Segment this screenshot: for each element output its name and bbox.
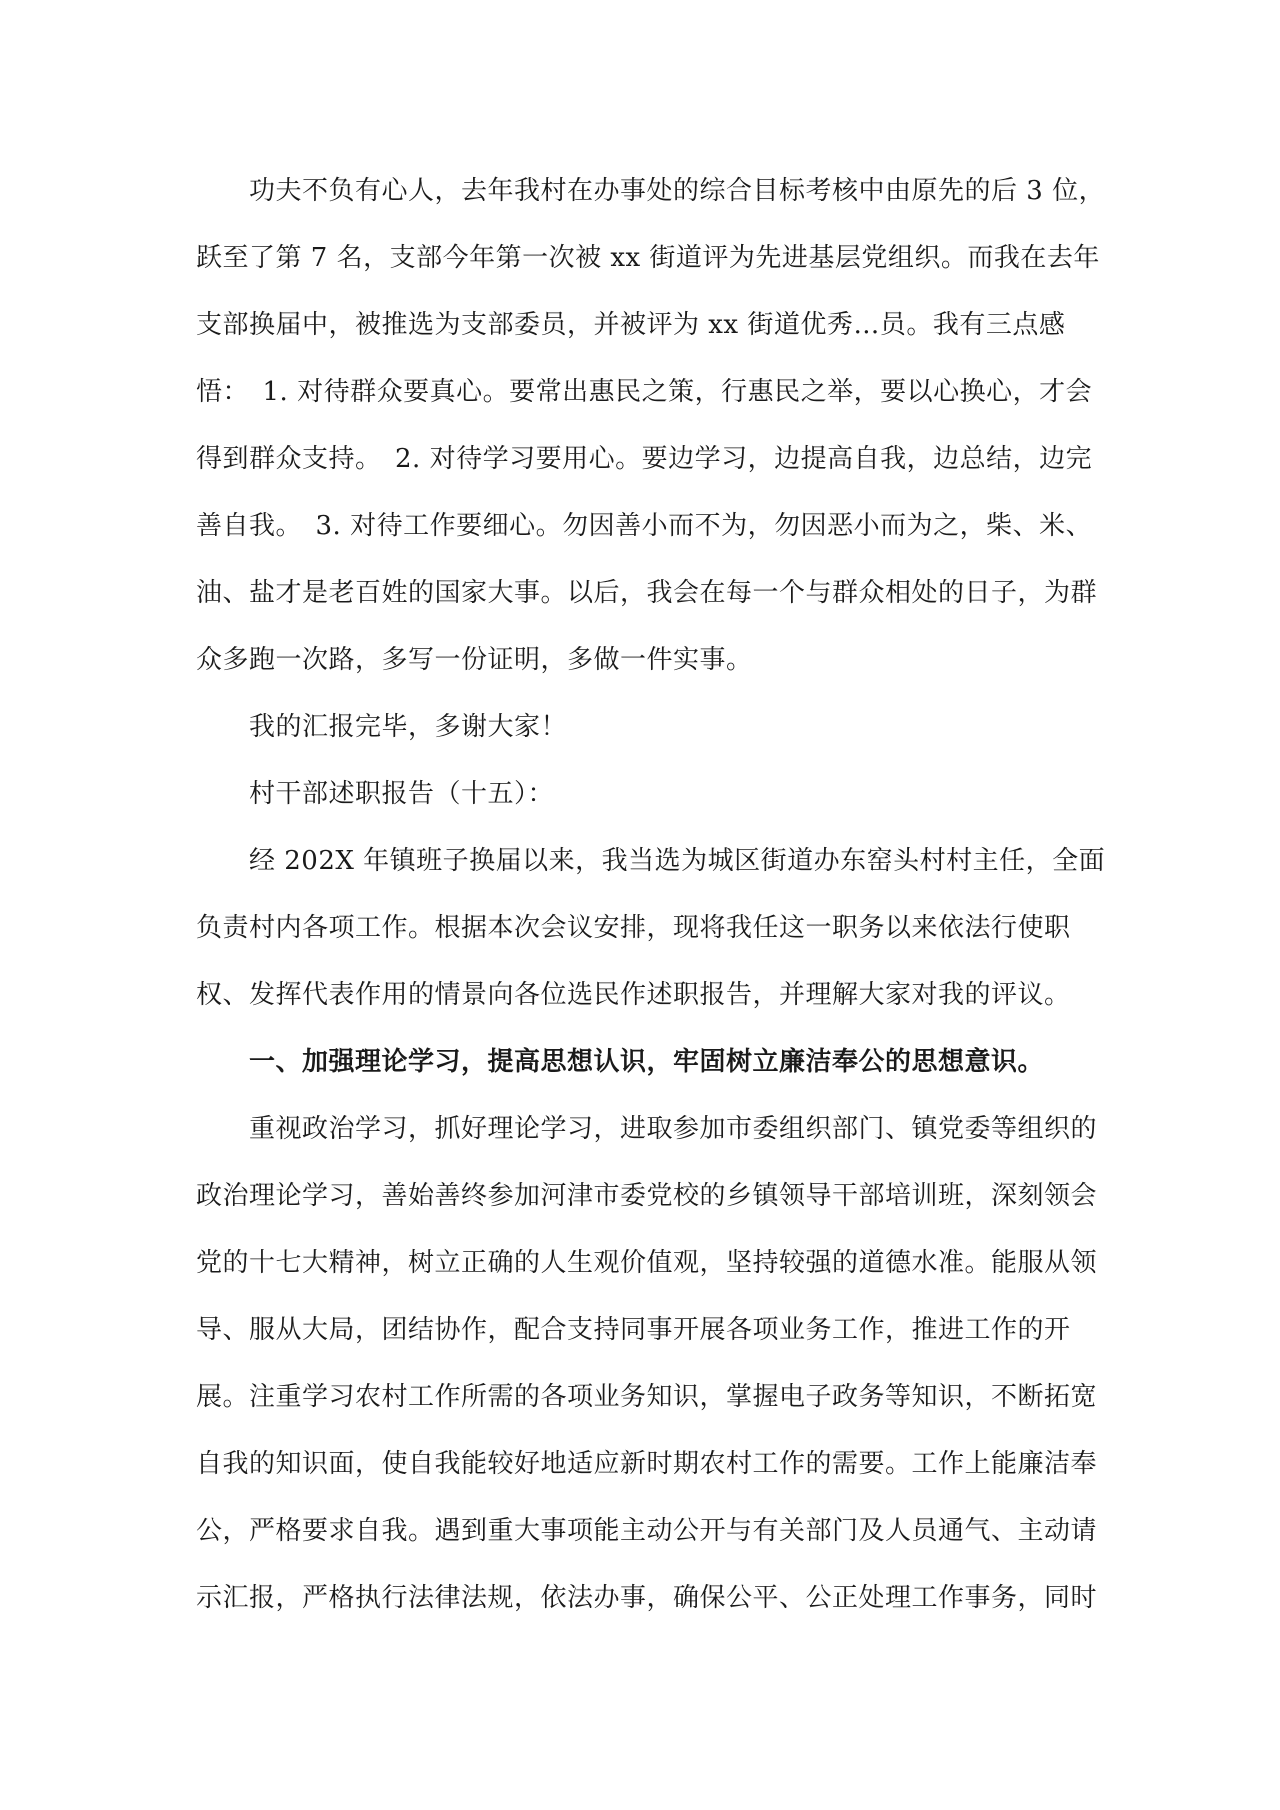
- text-line: 油、盐才是老百姓的国家大事。以后，我会在每一个与群众相处的日子，为群: [196, 578, 1098, 608]
- bold-heading: 一、加强理论学习，提高思想认识，牢固树立廉洁奉公的思想意识。: [196, 1047, 1045, 1077]
- text-line: 支部换届中，被推选为支部委员，并被评为 xx 街道优秀…员。我有三点感: [196, 310, 1066, 340]
- text-line: 示汇报，严格执行法律法规，依法办事，确保公平、公正处理工作事务，同时: [196, 1583, 1098, 1613]
- text-line: 自我的知识面，使自我能较好地适应新时期农村工作的需要。工作上能廉洁奉: [196, 1449, 1098, 1479]
- text-line: 善自我。 3. 对待工作要细心。勿因善小而不为，勿因恶小而为之，柴、米、: [196, 511, 1093, 541]
- text-line: 负责村内各项工作。根据本次会议安排，现将我任这一职务以来依法行使职: [196, 913, 1071, 943]
- text-line: 展。注重学习农村工作所需的各项业务知识，掌握电子政务等知识，不断拓宽: [196, 1382, 1098, 1412]
- text-line: 公，严格要求自我。遇到重大事项能主动公开与有关部门及人员通气、主动请: [196, 1516, 1098, 1546]
- text-line: 功夫不负有心人，去年我村在办事处的综合目标考核中由原先的后 3 位，: [196, 176, 1106, 206]
- text-line: 权、发挥代表作用的情景向各位选民作述职报告，并理解大家对我的评议。: [196, 980, 1071, 1010]
- text-line: 众多跑一次路，多写一份证明，多做一件实事。: [196, 645, 753, 675]
- text-line: 得到群众支持。 2. 对待学习要用心。要边学习，边提高自我，边总结，边完: [196, 444, 1093, 474]
- text-line: 导、服从大局，团结协作，配合支持同事开展各项业务工作，推进工作的开: [196, 1315, 1071, 1345]
- text-line: 重视政治学习，抓好理论学习，进取参加市委组织部门、镇党委等组织的: [196, 1114, 1098, 1144]
- text-line: 我的汇报完毕，多谢大家！: [196, 712, 568, 742]
- text-line: 党的十七大精神，树立正确的人生观价值观，坚持较强的道德水准。能服从领: [196, 1248, 1098, 1278]
- text-line: 跃至了第 7 名，支部今年第一次被 xx 街道评为先进基层党组织。而我在去年: [196, 243, 1100, 273]
- text-line: 政治理论学习，善始善终参加河津市委党校的乡镇领导干部培训班，深刻领会: [196, 1181, 1098, 1211]
- section-heading: 村干部述职报告（十五）：: [196, 779, 555, 809]
- text-line: 经 202X 年镇班子换届以来，我当选为城区街道办东窑头村村主任，全面: [196, 846, 1106, 876]
- text-line: 悟： 1. 对待群众要真心。要常出惠民之策，行惠民之举，要以心换心，才会: [196, 377, 1093, 407]
